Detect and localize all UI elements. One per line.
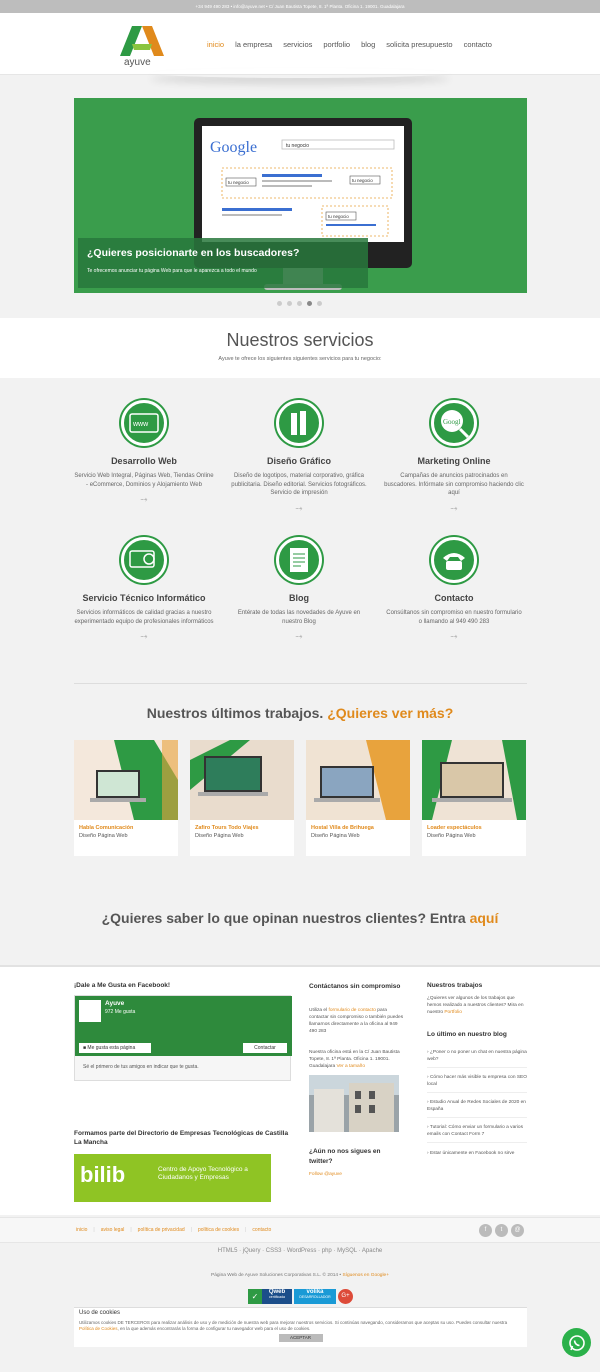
arrow-right-icon[interactable]: ⤑ [450,631,458,641]
svg-text:tu negocio: tu negocio [228,180,249,185]
pencils-icon [276,400,322,446]
portfolio-link[interactable]: Portfolio [444,1010,462,1015]
slide-text: Te ofrecemos anunciar tu página Web para que le aparezca a todo el mundo [87,268,257,274]
top-info-bar: +34 949 490 283 • info@ayuve.net • C/ Juan Bautista Topete, 8. 1ª Planta. Oficina 1. 19001. Guadalajara [0,0,600,13]
svg-text:www: www [133,421,149,428]
bilib-logo[interactable] [74,1154,271,1202]
svg-text:tu negocio: tu negocio [352,178,373,183]
tech-service-icon [121,537,167,583]
slider-dot[interactable] [317,301,322,306]
wordpress-icon: WordPress [286,1248,317,1254]
service-title: Desarrollo Web [111,456,177,466]
service-blog[interactable] [229,537,369,642]
work-image [422,740,526,820]
service-title: Servicio Técnico Informático [82,593,206,603]
work-image [74,740,178,820]
contact-text: Utiliza el formulario de contacto para contactar sin compromiso o también puedes llamarnos directamente a la oficina al 949 490 283 [309,1008,404,1034]
phone-icon [431,537,477,583]
site-header [0,13,600,75]
facebook-widget [74,995,291,1081]
blog-title: Lo último en nuestro blog [427,1031,507,1038]
whatsapp-button[interactable] [562,1328,591,1357]
bottom-bar [0,1217,600,1243]
nav-solicita-presupuesto[interactable]: solicita presupuesto [386,40,453,49]
blog-post-link[interactable]: › ¿Poner o no poner un chat en nuestra página web? [427,1049,527,1068]
footer-link-cookies[interactable]: política de cookies [197,1227,240,1233]
twitter-icon[interactable]: t [495,1224,508,1237]
services-subtitle: Ayuve te ofrece los siguientes siguientes servicios para tu negocio: [218,356,382,362]
service-text: Entérate de todas las novedades de Ayuve en nuestro Blog [237,610,361,625]
opinions-banner: ¿Quieres saber lo que opinan nuestros clientes? Entra aquí [101,910,499,926]
contact-form-link[interactable]: formulario de contacto [328,1008,376,1013]
search-term: tu negocio [286,143,310,149]
work-card[interactable] [306,740,410,856]
service-title: Blog [289,593,309,603]
cookie-title: Uso de cookies [79,1310,121,1316]
fb-likes: 972 Me gusta [105,1009,136,1015]
service-title: Diseño Gráfico [266,456,331,466]
nav-servicios[interactable]: servicios [283,40,313,49]
cookie-accept-button[interactable]: ACEPTAR [279,1334,323,1342]
footer [0,965,600,1215]
check-icon: ✓ [248,1289,262,1304]
opinions-link[interactable]: aquí [469,910,499,926]
apache-icon: Apache [361,1248,383,1254]
google-plus-icon[interactable]: G+ [338,1289,353,1304]
footer-link-contacto[interactable]: contacto [252,1227,272,1233]
contact-title: Contáctanos sin compromiso [309,983,401,990]
css3-icon: CSS3 [265,1248,282,1254]
work-subtitle: Diseño Página Web [195,833,244,839]
works-title: Nuestros últimos trabajos. ¿Quieres ver más? [146,705,454,721]
twitter-follow-link[interactable]: Follow @ayuve [309,1172,342,1177]
google-logo: Google [210,139,258,156]
arrow-right-icon[interactable]: ⤑ [450,502,458,513]
google-magnifier-icon [431,400,477,446]
services-title: Nuestros servicios [226,330,374,350]
work-title: Zafiro Tours Todo Viajes [195,825,259,831]
blog-post-link[interactable]: › Cómo hacer más visible tu empresa con SEO local [427,1074,527,1093]
facebook-icon: ■ [83,1045,87,1051]
fb-page-avatar [79,1000,101,1022]
bilib-subtitle: Centro de Apoyo Tecnológico a Ciudadanos y Empresas [158,1166,248,1181]
arrow-right-icon[interactable]: ⤑ [140,494,148,504]
works-more-link[interactable]: ¿Quieres ver más? [327,705,454,721]
work-title: Loader espectáculos [427,825,482,831]
slider-dot-active[interactable] [307,301,312,306]
php-icon: php [321,1248,332,1254]
work-card[interactable] [422,740,526,856]
service-text: Consúltanos sin compromiso en nuestro formulario o llamando al 949 490 283 [386,610,522,625]
logo-text: ayuve [124,57,151,68]
work-card[interactable] [190,740,294,856]
cookie-banner [74,1307,527,1347]
cookie-policy-link[interactable]: Política de Cookies [79,1325,118,1331]
footer-link-inicio[interactable]: inicio [76,1227,88,1233]
fb-page-name[interactable]: Ayuve [105,1000,125,1007]
fb-contact-button[interactable]: Contactar [243,1043,287,1053]
svg-text:tu negocio: tu negocio [328,214,349,219]
slider-dot[interactable] [287,301,292,306]
work-image [190,740,294,820]
qweb-badge[interactable]: Qweb certificada [262,1289,292,1304]
nav-portfolio[interactable]: portfolio [323,40,351,49]
footer-link-aviso-legal[interactable]: aviso legal [100,1227,125,1233]
service-marketing-online[interactable] [384,400,524,514]
service-desarrollo-web[interactable] [74,400,214,505]
bilib-wordmark: bilib [80,1162,126,1187]
mysql-icon: MySQL [337,1248,357,1254]
nav-contacto[interactable]: contacto [463,40,492,49]
technology-logos: HTML5 · jQuery · CSS3 · WordPress · php · MySQL · Apache [217,1248,383,1254]
svg-text:Googl: Googl [443,418,461,426]
nav-la-empresa[interactable]: la empresa [235,40,273,49]
service-title: Marketing Online [417,456,491,466]
arrow-right-icon[interactable]: ⤑ [140,631,148,641]
jobs-text: ¿Quieres ver algunos de los trabajos que hemos realizado a nuestros clientes? Mira en nuestro Portfolio [427,996,524,1015]
www-icon [121,400,167,446]
main-nav [207,40,492,49]
nav-blog[interactable]: blog [361,40,376,49]
footer-link-privacidad[interactable]: política de privacidad [137,1227,185,1233]
facebook-icon[interactable]: f [479,1224,492,1237]
slide-title: ¿Quieres posicionarte en los buscadores? [87,247,300,259]
fb-cover [75,996,292,1056]
service-text: Campañas de anuncios patrocinados en buscadores. Infórmate sin compromiso haciendo clic aquí [384,473,524,496]
fb-title: ¡Dale a Me Gusta en Facebook! [74,982,171,989]
cookie-text: Utilizamos cookies DE TERCEROS para realizar análisis de uso y de medición de nuestra web para mejorar nuestros servicios. Si continúas navegando, consideramos que aceptas su uso. Puedes consultar nuestra Política de Cookies, en la que además encontrarás la forma de configurar tu navegador web para el uso de cookies. [79,1320,508,1331]
copyright: Página Web de Ayuve Soluciones Corporativas S.L. © 2014 • Síguenos en Google+ [211,1273,389,1278]
google-screen [202,126,404,242]
html5-icon: HTML5 [217,1248,238,1254]
header-shadow [150,68,450,78]
section-divider [74,683,527,684]
work-subtitle: Diseño Página Web [427,833,476,839]
work-card[interactable] [74,740,178,856]
service-text: Servicios informáticos de calidad gracias a nuestro experimentado equipo de profesionales informáticos [74,610,214,625]
work-image [306,740,410,820]
service-text: Diseño de logotipos, material corporativo, gráfica publicitaria. Diseño editorial. Servicios fotográficos. Servicio de impresión [231,473,367,496]
office-photo [309,1075,399,1132]
twitter-title: ¿Aún no nos sigues en twitter? [309,1148,381,1165]
work-title: Habla Comunicación [79,825,134,831]
work-subtitle: Diseño Página Web [79,833,128,839]
blog-post-link[interactable]: › Estudio Anual de Redes Sociales de 2020 en España [427,1099,527,1118]
hero-slider[interactable] [74,98,527,293]
map-link[interactable]: Ver a tamaño [336,1064,366,1069]
work-subtitle: Diseño Página Web [311,833,360,839]
directory-title: Formamos parte del Directorio de Empresas Tecnológicas de Castilla La Mancha [74,1130,289,1146]
service-diseno-grafico[interactable] [229,400,369,514]
service-contacto[interactable] [384,537,524,642]
arrow-right-icon[interactable]: ⤑ [295,631,303,641]
slider-dot[interactable] [297,301,302,306]
footer-links: inicio | aviso legal | política de privacidad | política de cookies | contacto [76,1227,272,1233]
fb-friends-text: Sé el primero de tus amigos en indicar que te gusta. [83,1064,199,1070]
office-text: Nuestra oficina está en la C/ Juan Bautista Topete, 8. 1ª Planta. Oficina 1. 19001. Guadalajara Ver a tamaño [309,1050,400,1069]
document-icon [276,537,322,583]
volika-badge[interactable]: volika DESARROLLADOR [294,1289,336,1304]
ayuve-logo[interactable] [118,18,168,70]
slider-dots [277,301,322,306]
service-tecnico-informatico[interactable] [74,537,214,642]
fb-like-button[interactable]: ■ Me gusta esta página [79,1043,151,1053]
work-title: Hostal Villa de Brihuega [311,825,374,831]
google-plus-link[interactable]: Síguenos en Google+ [342,1273,389,1278]
slider-dot[interactable] [277,301,282,306]
arrow-right-icon[interactable]: ⤑ [295,502,303,513]
jquery-icon: jQuery [242,1248,261,1254]
service-title: Contacto [434,593,474,603]
slide-caption [78,238,368,288]
service-text: Servicio Web Integral, Páginas Web, Tiendas Online - eCommerce, Dominios y Alojamiento Web [74,473,214,488]
blog-post-link[interactable]: › Estar únicamente en Facebook no sirve [427,1151,515,1156]
whatsapp-icon [568,1334,586,1352]
jobs-title: Nuestros trabajos [427,982,483,989]
blog-post-link[interactable]: › Tutorial: Cómo enviar un formulario a varios emails con Contact Form 7 [427,1124,527,1143]
nav-inicio[interactable]: inicio [207,40,225,49]
email-icon[interactable]: @ [511,1224,524,1237]
